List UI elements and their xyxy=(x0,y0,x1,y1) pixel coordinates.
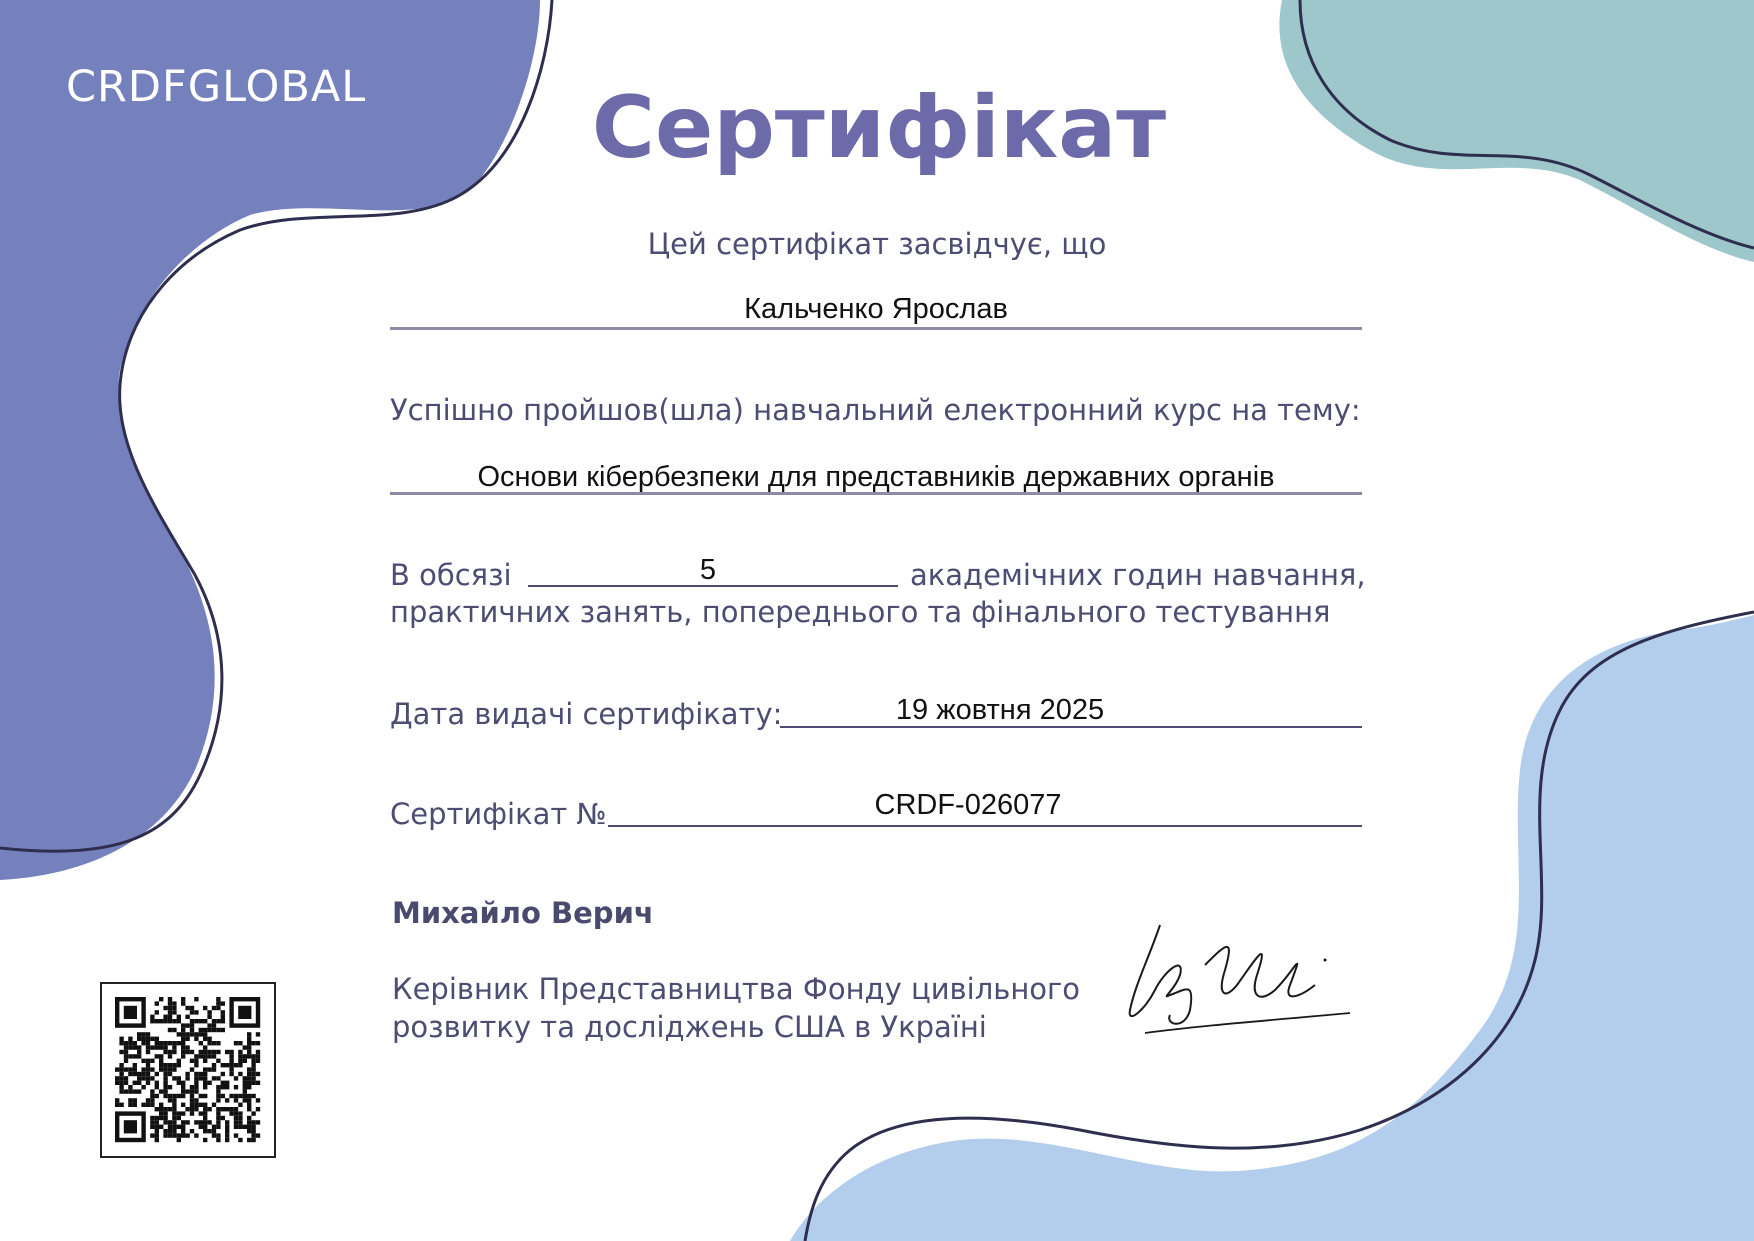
signatory-title-line1: Керівник Представництва Фонду цивільного xyxy=(392,972,1080,1006)
signatory-name: Михайло Верич xyxy=(392,896,654,930)
certificate-title: Сертифікат xyxy=(591,78,1167,178)
issue-date-underline xyxy=(780,726,1362,728)
crdf-global-logo: CRDFGLOBAL xyxy=(66,62,367,112)
hours-value: 5 xyxy=(699,554,717,586)
course-intro: Успішно пройшов(шла) навчальний електронний курс на тему: xyxy=(390,393,1361,427)
handwritten-signature xyxy=(1125,915,1365,1045)
course-underline xyxy=(390,492,1362,495)
recipient-name: Кальченко Ярослав xyxy=(744,293,1008,325)
issue-date-label: Дата видачі сертифікату: xyxy=(390,697,783,731)
qr-code-icon xyxy=(100,982,276,1158)
course-name: Основи кібербезпеки для представників державних органів xyxy=(477,461,1275,493)
certificate-intro: Цей сертифікат засвідчує, що xyxy=(647,227,1107,261)
recipient-underline xyxy=(390,327,1362,330)
hours-suffix-line2: практичних занять, попереднього та фінального тестування xyxy=(390,595,1331,629)
number-label: Сертифікат № xyxy=(390,797,607,831)
hours-prefix: В обсязі xyxy=(390,558,512,592)
signatory-title-line2: розвитку та досліджень США в Україні xyxy=(392,1010,987,1044)
hours-suffix-line1: академічних годин навчання, xyxy=(910,558,1366,592)
number-underline xyxy=(608,825,1362,827)
signatory-title xyxy=(392,970,1080,1046)
number-value: CRDF-026077 xyxy=(874,789,1062,821)
hours-underline xyxy=(528,585,898,587)
issue-date-value: 19 жовтня 2025 xyxy=(895,694,1105,726)
